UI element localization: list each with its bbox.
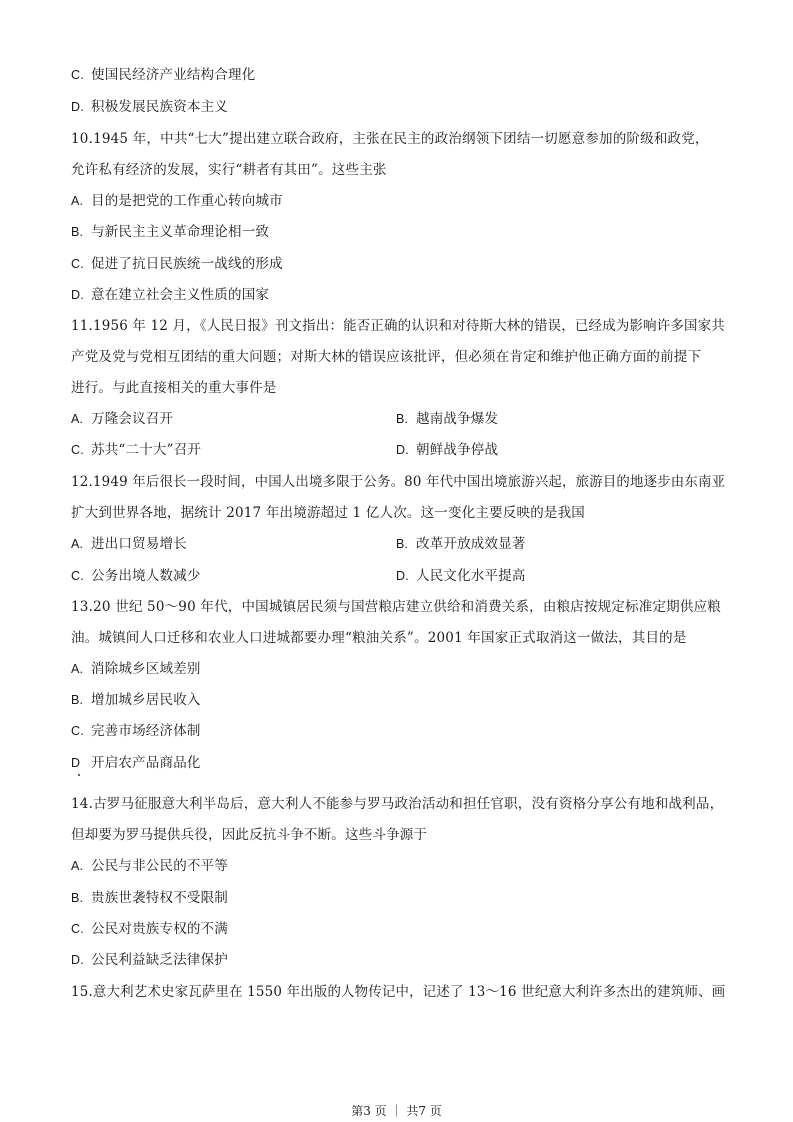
q11-option-a (71, 411, 173, 427)
option-text: 公民利益缺乏法律保护 (91, 952, 228, 968)
q12-option-d (396, 567, 526, 585)
q10-option-a (71, 192, 283, 210)
option-label: D. (396, 569, 409, 583)
option-label: C. (71, 569, 84, 583)
q13-option-a (71, 660, 201, 678)
q10-stem-line2: 允许私有经济的发展，实行“耕者有其田”。这些主张 (71, 162, 387, 178)
option-label: B. (396, 537, 409, 551)
option-label: C. (71, 922, 84, 936)
option-text: 苏共“二十大”召开 (91, 442, 202, 458)
option-text: 消除城乡区域差别 (91, 661, 201, 677)
q13-stem-line2: 油。城镇间人口迁移和农业人口进城都要办理“粮油关系”。2001 年国家正式取消这一做法，其目的是 (71, 630, 687, 646)
option-label: D. (71, 100, 84, 114)
q12-stem-line2: 扩大到世界各地，据统计 2017 年出境游超过 1 亿人次。这一变化主要反映的是我国 (71, 505, 586, 521)
option-text: 积极发展民族资本主义 (91, 99, 228, 115)
option-text: 公民对贵族专权的不满 (91, 921, 228, 937)
option-text: 与新民主主义革命理论相一致 (91, 224, 270, 240)
q10-option-d (71, 286, 269, 304)
option-label: D. (396, 443, 409, 457)
option-text: 公民与非公民的不平等 (91, 858, 228, 874)
q14-option-c (71, 920, 228, 938)
option-label: D. (71, 288, 84, 302)
q14-option-b (71, 889, 228, 907)
q11-option-b (396, 410, 498, 428)
option-text: 开启农产品商品化 (91, 755, 201, 771)
q12-option-b (396, 535, 526, 553)
option-text: 万隆会议召开 (91, 411, 174, 427)
option-text: 促进了抗日民族统一战线的形成 (91, 256, 283, 272)
q9-option-c (71, 66, 255, 84)
q14-option-a (71, 857, 228, 875)
option-label: C. (71, 724, 84, 738)
q10-option-b (71, 223, 269, 241)
q11-options-row2 (71, 441, 721, 459)
option-label: C. (71, 257, 84, 271)
q12-option-c (71, 568, 201, 584)
q11-stem-line3: 进行。与此直接相关的重大事件是 (71, 380, 277, 396)
option-text: 意在建立社会主义性质的国家 (91, 287, 270, 303)
q12-option-a (71, 536, 187, 552)
option-label: A. (71, 662, 84, 676)
q11-option-d (396, 441, 498, 459)
option-label: B. (71, 225, 84, 239)
option-text: 朝鲜战争停战 (416, 442, 499, 458)
option-text: 增加城乡居民收入 (91, 692, 201, 708)
q12-stem-line1: 12.1949 年后很长一段时间，中国人出境多限于公务。80 年代中国出境旅游兴起，旅游目的地逐步由东南亚 (71, 474, 726, 490)
q12-options-row1 (71, 535, 721, 553)
q9-option-d (71, 98, 228, 116)
q10-option-c (71, 255, 283, 273)
option-text: 进出口贸易增长 (91, 536, 187, 552)
q13-option-d (71, 754, 201, 772)
option-label: A. (71, 412, 84, 426)
option-text: 完善市场经济体制 (91, 723, 201, 739)
option-label: D. (71, 953, 84, 967)
option-text: 贵族世袭特权不受限制 (91, 890, 228, 906)
q14-stem-line1: 14.古罗马征服意大利半岛后，意大利人不能参与罗马政治活动和担任官职，没有资格分享公有地和战利品， (71, 796, 724, 812)
option-text: 目的是把党的工作重心转向城市 (91, 193, 283, 209)
option-label: B. (71, 693, 84, 707)
option-label: B. (396, 412, 409, 426)
option-label: A. (71, 537, 84, 551)
option-label: A. (71, 194, 84, 208)
q12-options-row2 (71, 567, 721, 585)
q13-option-b (71, 691, 201, 709)
q11-stem-line2: 产党及党与党相互团结的重大问题；对斯大林的错误应该批评，但必须在肯定和维护他正确方面的前提下 (71, 349, 702, 365)
q14-stem-line2: 但却要为罗马提供兵役，因此反抗斗争不断。这些斗争源于 (71, 827, 428, 843)
option-text: 使国民经济产业结构合理化 (91, 67, 256, 83)
q11-options-row1 (71, 410, 721, 428)
option-label: C. (71, 443, 84, 457)
option-text: 越南战争爆发 (416, 411, 499, 427)
q13-option-c (71, 722, 201, 740)
q11-stem-line1: 11.1956 年 12 月，《人民日报》刊文指出：能否正确的认识和对待斯大林的错误，已经成为影响许多国家共 (71, 318, 725, 334)
option-label: A. (71, 859, 84, 873)
q15-stem-line1: 15.意大利艺术史家瓦萨里在 1550 年出版的人物传记中，记述了 13～16 世纪意大利许多杰出的建筑师、画 (71, 984, 726, 1000)
option-label: B. (71, 891, 84, 905)
q14-option-d (71, 951, 228, 969)
option-label: D (71, 756, 81, 770)
stray-dot (78, 774, 80, 776)
option-text: 人民文化水平提高 (416, 568, 526, 584)
option-text: 改革开放成效显著 (416, 536, 526, 552)
page-footer: 第3 页 ｜ 共7 页 (351, 1104, 442, 1118)
q11-option-c (71, 442, 201, 458)
q10-stem-line1: 10.1945 年，中共“七大”提出建立联合政府，主张在民主的政治纲领下团结一切愿意参加的阶级和政党， (71, 131, 709, 147)
option-label: C. (71, 68, 84, 82)
option-text: 公务出境人数减少 (91, 568, 201, 584)
q13-stem-line1: 13.20 世纪 50～90 年代，中国城镇居民须与国营粮店建立供给和消费关系，由粮店按规定标准定期供应粮 (71, 599, 721, 615)
